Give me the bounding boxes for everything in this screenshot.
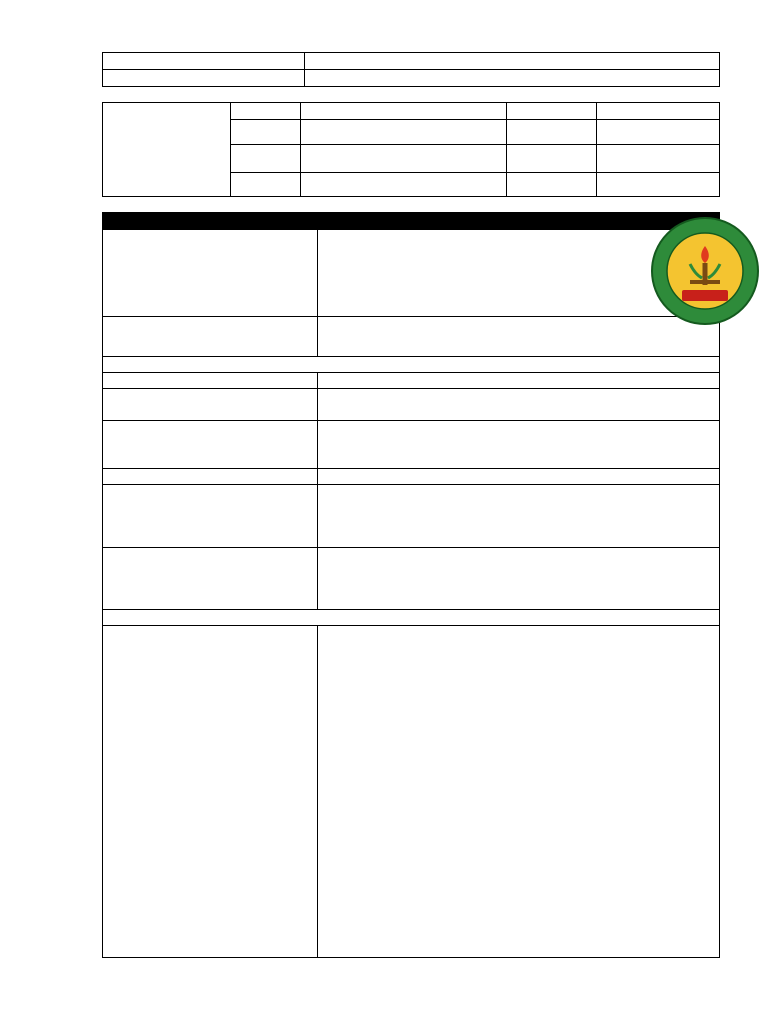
- blg-value: [597, 173, 720, 197]
- black-bar-left: [103, 213, 318, 230]
- baitang-label: [507, 103, 597, 120]
- markahan-value: [597, 145, 720, 173]
- layunin-row: [103, 230, 720, 317]
- kagamitang-value: [318, 421, 720, 469]
- gabay-label: [103, 389, 318, 421]
- listahan-label: [103, 548, 318, 610]
- learning-area-label: [103, 53, 305, 70]
- asignatura-label: [507, 120, 597, 145]
- karagdagang-label: [103, 485, 318, 548]
- header-black-bar: [103, 213, 720, 230]
- baitang-value: [597, 103, 720, 120]
- learning-area-row: [103, 53, 720, 70]
- panimula-content: [318, 626, 720, 958]
- guro-value: [301, 120, 507, 145]
- kagamitan-row: [103, 357, 720, 373]
- learning-area-value: [305, 53, 720, 70]
- header-table: [102, 52, 720, 87]
- lesson-exemplar-title: [103, 103, 231, 197]
- sanggunian-row: [103, 373, 720, 389]
- listahan-value: [318, 548, 720, 610]
- sanggunian-value: [318, 373, 720, 389]
- oras-value: [301, 173, 507, 197]
- nilalaman-row: [103, 317, 720, 357]
- kagamitan-label: [103, 357, 720, 373]
- delivery-modality-value: [305, 70, 720, 87]
- teksbuk-row: [103, 469, 720, 485]
- kagamitang-row: [103, 421, 720, 469]
- sanggunian-label: [103, 373, 318, 389]
- markahan-label: [507, 145, 597, 173]
- teksbuk-value: [318, 469, 720, 485]
- oras-label: [231, 173, 301, 197]
- layunin-label: [103, 230, 318, 317]
- pamamaraan-row: [103, 610, 720, 626]
- petsa-value: [301, 145, 507, 173]
- asignatura-value: [597, 120, 720, 145]
- paaralan-value: [301, 103, 507, 120]
- lesson-exemplar-table: [102, 102, 720, 197]
- delivery-modality-row: [103, 70, 720, 87]
- panimula-row: [103, 626, 720, 958]
- blg-label: [507, 173, 597, 197]
- gabay-row: [103, 389, 720, 421]
- guro-label: [231, 120, 301, 145]
- kagamitang-label: [103, 421, 318, 469]
- gabay-value: [318, 389, 720, 421]
- petsa-label: [231, 145, 301, 173]
- teksbuk-label: [103, 469, 318, 485]
- school-seal-logo: [650, 216, 760, 326]
- paaralan-label: [231, 103, 301, 120]
- listahan-row: [103, 548, 720, 610]
- karagdagang-value: [318, 485, 720, 548]
- nilalaman-label: [103, 317, 318, 357]
- lesson-plan-table: [102, 212, 720, 958]
- karagdagang-row: [103, 485, 720, 548]
- delivery-modality-label: [103, 70, 305, 87]
- pamamaraan-label: [103, 610, 720, 626]
- panimula-label-cell: [103, 626, 318, 958]
